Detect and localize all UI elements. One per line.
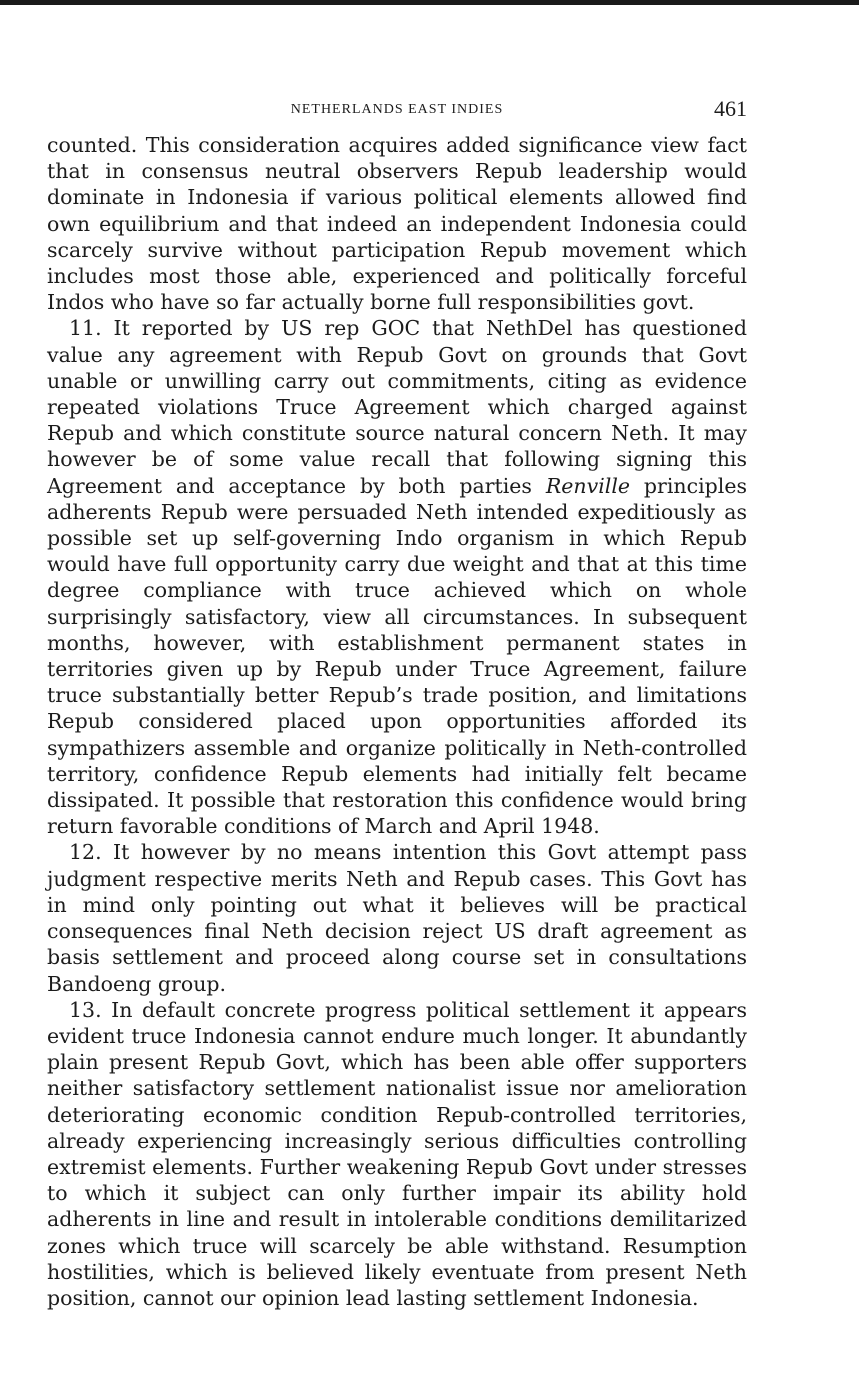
renville-italic: Renville — [545, 473, 631, 498]
page-number: 461 — [714, 96, 747, 121]
paragraph-11 — [47, 315, 747, 839]
document-page — [47, 92, 747, 1311]
page-top-rule — [0, 0, 859, 5]
paragraph-11-part-1: 11. It reported by US rep GOC that NethDel has questioned value any agreement with Repub Govt on grounds that Govt unable or unwilling carry out commitments, citing as evidence repeated violations Truce Agreement which charged against Repub and which constitute source natural concern Neth. It may however be of some value recall that following signing this Agreement and acceptance by both parties — [47, 316, 747, 498]
paragraph-11-part-2: principles adherents Repub were persuaded Neth intended expeditiously as possible set up self-governing Indo organism in which Repub would have full opportunity carry due weight and that at this time degree compliance with truce achieved which on whole surprisingly satisfactory, view all circumstances. In subsequent months, however, with establishment permanent states in territories given up by Repub under Truce Agreement, failure truce substantially better Repub’s trade position, and limitations Repub considered placed upon opportunities afforded its sympathizers assemble and organize politically in Neth-controlled territory, confidence Repub elements had initially felt became dissipated. It possible that restoration this confidence would bring return favorable conditions of March and April 1948. — [47, 473, 747, 839]
paragraph-continuation: counted. This consideration acquires added significance view fact that in consensus neutral observers Repub leadership would dominate in Indonesia if various political elements allowed find own equilibrium and that indeed an independent Indonesia could scarcely survive without participation Repub movement which includes most those able, experienced and politically forceful Indos who have so far actually borne full responsibilities govt. — [47, 133, 747, 315]
running-head — [47, 92, 747, 132]
running-head-title: NETHERLANDS EAST INDIES — [290, 102, 504, 117]
paragraph-12: 12. It however by no means intention this Govt attempt pass judgment respective merits Neth and Repub cases. This Govt has in mind only pointing out what it believes will be practical consequences final Neth decision reject US draft agreement as basis settlement and proceed along course set in consultations Bandoeng group. — [47, 840, 747, 996]
body-text — [47, 132, 747, 1311]
paragraph-13: 13. In default concrete progress political settlement it appears evident truce Indonesia cannot endure much longer. It abundantly plain present Repub Govt, which has been able offer supporters neither satisfactory settlement nationalist issue nor amelioration deteriorating economic condition Repub-controlled territories, already experiencing increasingly serious difficulties controlling extremist elements. Further weakening Repub Govt under stresses to which it subject can only further impair its ability hold adherents in line and result in intolerable conditions demilitarized zones which truce will scarcely be able withstand. Resumption hostilities, which is believed likely eventuate from present Neth position, cannot our opinion lead lasting settlement Indonesia. — [47, 997, 747, 1310]
